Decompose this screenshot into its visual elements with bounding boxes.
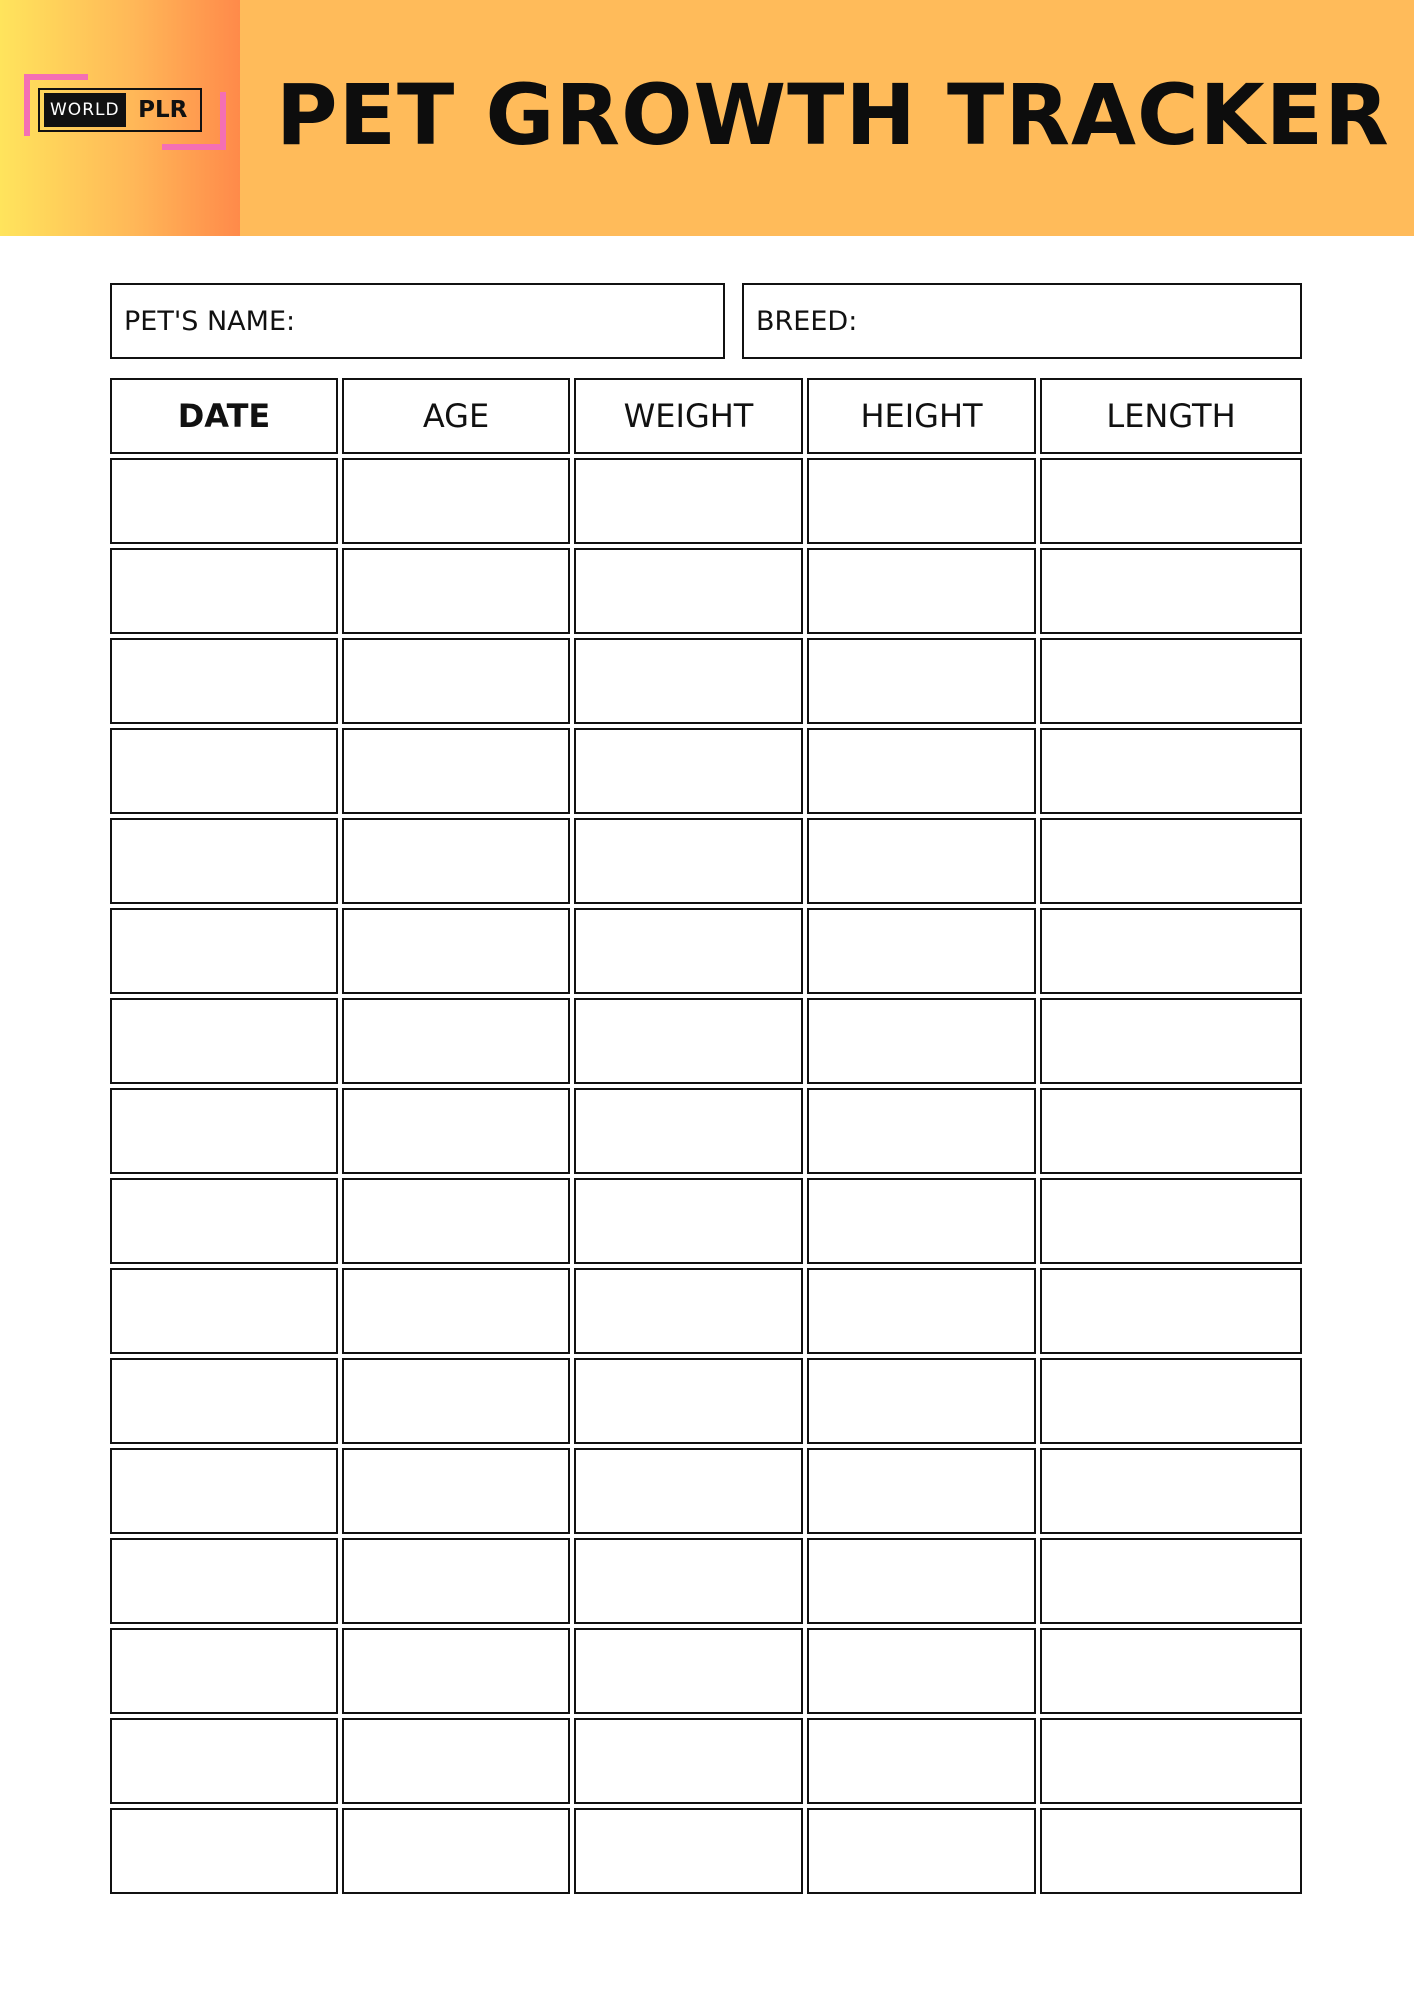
table-cell-height[interactable]: [807, 1088, 1036, 1174]
table-cell-weight[interactable]: [574, 1088, 803, 1174]
table-cell-length[interactable]: [1040, 1538, 1302, 1624]
table-cell-date[interactable]: [110, 458, 338, 544]
table-cell-height[interactable]: [807, 1808, 1036, 1894]
table-cell-height[interactable]: [807, 548, 1036, 634]
table-cell-weight[interactable]: [574, 728, 803, 814]
table-cell-length[interactable]: [1040, 998, 1302, 1084]
table-cell-length[interactable]: [1040, 548, 1302, 634]
table-cell-age[interactable]: [342, 1718, 570, 1804]
table-cell-date[interactable]: [110, 1088, 338, 1174]
table-cell-height[interactable]: [807, 1718, 1036, 1804]
table-cell-height[interactable]: [807, 728, 1036, 814]
page-title: PET GROWTH TRACKER: [276, 66, 1390, 164]
table-cell-weight[interactable]: [574, 1448, 803, 1534]
table-cell-age[interactable]: [342, 998, 570, 1084]
table-cell-weight[interactable]: [574, 1538, 803, 1624]
table-cell-length[interactable]: [1040, 1448, 1302, 1534]
table-cell-height[interactable]: [807, 458, 1036, 544]
table-cell-age[interactable]: [342, 1358, 570, 1444]
table-cell-weight[interactable]: [574, 998, 803, 1084]
table-cell-length[interactable]: [1040, 1088, 1302, 1174]
column-header-date: DATE: [110, 378, 338, 454]
table-cell-weight[interactable]: [574, 638, 803, 724]
table-cell-age[interactable]: [342, 1178, 570, 1264]
table-cell-height[interactable]: [807, 1178, 1036, 1264]
table-cell-age[interactable]: [342, 1808, 570, 1894]
table-cell-age[interactable]: [342, 458, 570, 544]
table-cell-height[interactable]: [807, 1358, 1036, 1444]
table-cell-height[interactable]: [807, 998, 1036, 1084]
table-cell-age[interactable]: [342, 1538, 570, 1624]
column-header-length: LENGTH: [1040, 378, 1302, 454]
table-cell-date[interactable]: [110, 998, 338, 1084]
table-cell-length[interactable]: [1040, 1628, 1302, 1714]
table-cell-age[interactable]: [342, 908, 570, 994]
column-header-weight: WEIGHT: [574, 378, 803, 454]
table-cell-age[interactable]: [342, 1268, 570, 1354]
table-cell-height[interactable]: [807, 1538, 1036, 1624]
table-cell-age[interactable]: [342, 638, 570, 724]
table-cell-weight[interactable]: [574, 1718, 803, 1804]
breed-label: BREED:: [756, 305, 858, 337]
table-cell-length[interactable]: [1040, 1268, 1302, 1354]
table-cell-length[interactable]: [1040, 1808, 1302, 1894]
table-cell-date[interactable]: [110, 638, 338, 724]
table-cell-weight[interactable]: [574, 1358, 803, 1444]
table-cell-length[interactable]: [1040, 1358, 1302, 1444]
table-cell-height[interactable]: [807, 1628, 1036, 1714]
column-header-height: HEIGHT: [807, 378, 1036, 454]
table-cell-weight[interactable]: [574, 1268, 803, 1354]
table-cell-length[interactable]: [1040, 818, 1302, 904]
table-cell-length[interactable]: [1040, 458, 1302, 544]
table-cell-weight[interactable]: [574, 1808, 803, 1894]
table-cell-length[interactable]: [1040, 1178, 1302, 1264]
pet-name-label: PET'S NAME:: [124, 305, 296, 337]
table-cell-date[interactable]: [110, 728, 338, 814]
table-cell-age[interactable]: [342, 1448, 570, 1534]
table-cell-weight[interactable]: [574, 458, 803, 544]
table-cell-length[interactable]: [1040, 908, 1302, 994]
table-cell-weight[interactable]: [574, 818, 803, 904]
table-cell-age[interactable]: [342, 818, 570, 904]
table-cell-height[interactable]: [807, 1268, 1036, 1354]
table-cell-weight[interactable]: [574, 1628, 803, 1714]
table-cell-weight[interactable]: [574, 548, 803, 634]
table-cell-date[interactable]: [110, 1808, 338, 1894]
logo-word-plr: PLR: [138, 97, 188, 123]
table-cell-date[interactable]: [110, 1178, 338, 1264]
table-cell-age[interactable]: [342, 1088, 570, 1174]
table-cell-height[interactable]: [807, 818, 1036, 904]
table-cell-date[interactable]: [110, 1268, 338, 1354]
table-cell-age[interactable]: [342, 1628, 570, 1714]
logo-box: [38, 88, 202, 132]
table-cell-weight[interactable]: [574, 1178, 803, 1264]
column-header-age: AGE: [342, 378, 570, 454]
growth-table: [110, 378, 1302, 1894]
table-cell-date[interactable]: [110, 1358, 338, 1444]
table-cell-date[interactable]: [110, 548, 338, 634]
logo: [0, 0, 240, 236]
table-cell-date[interactable]: [110, 908, 338, 994]
table-cell-date[interactable]: [110, 1718, 338, 1804]
table-cell-date[interactable]: [110, 1448, 338, 1534]
header-banner: [0, 0, 1414, 236]
table-cell-length[interactable]: [1040, 1718, 1302, 1804]
table-cell-height[interactable]: [807, 638, 1036, 724]
table-cell-date[interactable]: [110, 818, 338, 904]
table-cell-date[interactable]: [110, 1628, 338, 1714]
table-cell-date[interactable]: [110, 1538, 338, 1624]
pet-name-field[interactable]: [110, 283, 725, 359]
table-cell-length[interactable]: [1040, 728, 1302, 814]
table-cell-weight[interactable]: [574, 908, 803, 994]
breed-field[interactable]: [742, 283, 1302, 359]
table-cell-height[interactable]: [807, 1448, 1036, 1534]
table-cell-age[interactable]: [342, 728, 570, 814]
table-cell-height[interactable]: [807, 908, 1036, 994]
table-cell-age[interactable]: [342, 548, 570, 634]
logo-word-world: WORLD: [44, 93, 126, 127]
table-cell-length[interactable]: [1040, 638, 1302, 724]
